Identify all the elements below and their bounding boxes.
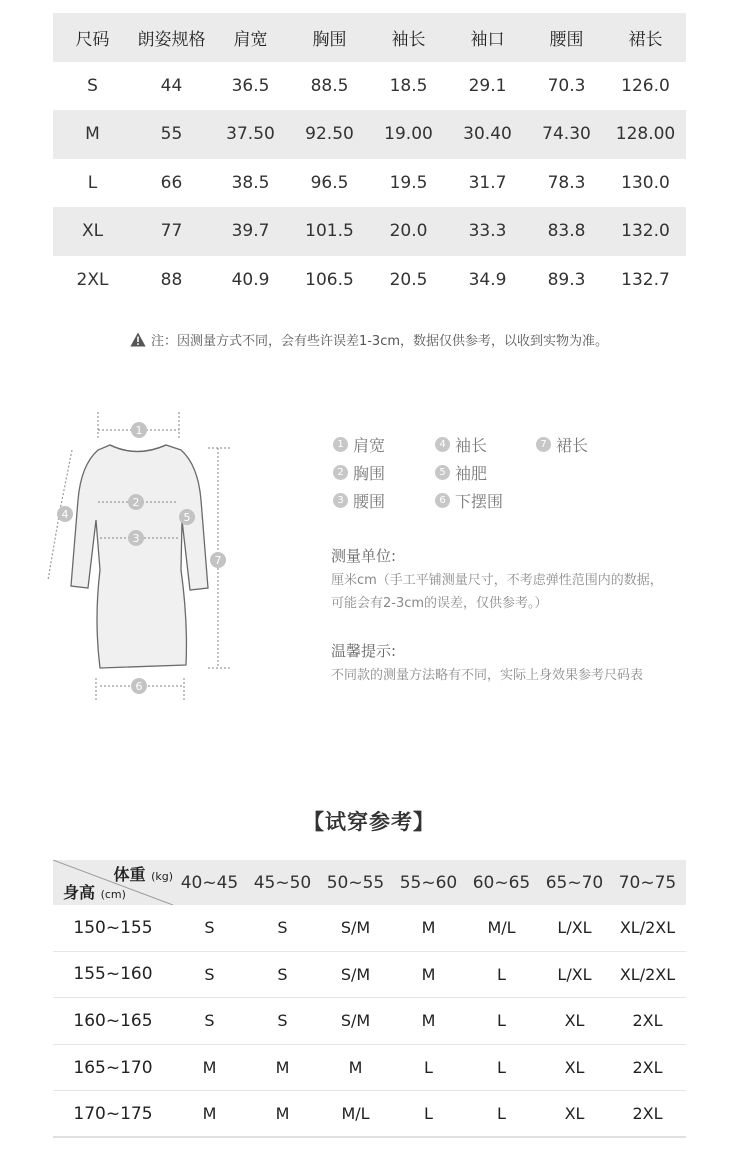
table-cell: 31.7 [468, 172, 507, 193]
weight-header: 45~50 [253, 872, 312, 893]
table-cell: 33.3 [468, 221, 507, 242]
table-cell: 19.5 [389, 172, 428, 193]
table-cell: 38.5 [231, 172, 270, 193]
legend-label: 袖肥 [455, 464, 488, 483]
corner-height-label: 身高 [63, 883, 96, 902]
size-cell: M [275, 1058, 290, 1078]
marker-7: 7 [214, 554, 222, 567]
size-cell: S [204, 1011, 215, 1031]
size-cell: M [421, 1011, 436, 1031]
table-row [53, 159, 686, 208]
legend-item [333, 433, 385, 456]
table-cell: 126.0 [621, 75, 670, 96]
size-cell: S [204, 918, 215, 938]
size-cell: L/XL [557, 918, 592, 938]
size-cell: S [277, 1011, 288, 1031]
size-cell: L/XL [557, 964, 592, 984]
fit-reference-title: 【试穿参考】 [303, 810, 435, 834]
table-cell: 36.5 [231, 75, 270, 96]
header-cell: 胸围 [312, 29, 347, 50]
unit-info [331, 545, 721, 615]
table-cell: 2XL [76, 269, 109, 290]
legend-label: 胸围 [353, 464, 386, 483]
table-cell: 37.50 [226, 124, 275, 145]
marker-5: 5 [183, 511, 191, 524]
table-row [53, 110, 686, 159]
legend-number: 4 [435, 437, 450, 452]
unit-info-line: 厘米cm（手工平铺测量尺寸，不考虑弹性范围内的数据， [331, 573, 663, 588]
table-cell: 88.5 [310, 75, 349, 96]
legend-number: 3 [333, 493, 348, 508]
size-cell: 2XL [632, 1058, 663, 1078]
header-cell: 肩宽 [233, 29, 268, 50]
fit-table-header [53, 860, 686, 905]
unit-info-title: 测量单位: [331, 547, 397, 565]
table-cell: 101.5 [305, 221, 354, 242]
legend-item [333, 461, 385, 484]
size-cell: L [424, 1104, 433, 1124]
table-cell: 55 [160, 124, 183, 145]
size-cell: M/L [487, 918, 516, 938]
table-cell: 39.7 [231, 221, 270, 242]
legend-label: 下摆围 [455, 492, 504, 511]
table-cell: 18.5 [389, 75, 428, 96]
size-cell: L [497, 1011, 506, 1031]
table-row [53, 1045, 686, 1092]
height-label: 165~170 [73, 1057, 153, 1078]
weight-header: 40~45 [180, 872, 239, 893]
header-cell: 袖口 [470, 29, 505, 50]
size-cell: S/M [340, 918, 371, 938]
table-cell: 30.40 [463, 124, 512, 145]
table-cell: 92.50 [305, 124, 354, 145]
size-cell: M/L [341, 1104, 370, 1124]
header-cell: 尺码 [75, 29, 110, 50]
size-cell: S [277, 964, 288, 984]
height-label: 170~175 [73, 1103, 153, 1124]
table-cell: 77 [160, 221, 183, 242]
table-row [53, 256, 686, 305]
height-label: 150~155 [73, 917, 153, 938]
size-cell: XL [564, 1011, 585, 1031]
unit-info-line: 可能会有2-3cm的误差，仅供参考。） [331, 596, 548, 611]
corner-weight-label: 体重 [113, 865, 146, 884]
marker-6: 6 [135, 680, 143, 693]
size-cell: L [497, 1058, 506, 1078]
table-cell: 78.3 [547, 172, 586, 193]
legend-item [333, 489, 385, 512]
table-cell: 34.9 [468, 269, 507, 290]
size-cell: S [204, 964, 215, 984]
legend-number: 1 [333, 437, 348, 452]
size-cell: S [277, 918, 288, 938]
legend-item [435, 489, 503, 512]
weight-header: 70~75 [618, 872, 677, 893]
table-cell: 132.7 [621, 269, 670, 290]
warning-icon [130, 332, 146, 347]
table-row [53, 952, 686, 999]
marker-1: 1 [135, 424, 143, 437]
table-cell: 132.0 [621, 221, 670, 242]
table-cell: XL [81, 221, 104, 242]
table-cell: 29.1 [468, 75, 507, 96]
size-cell: M [202, 1058, 217, 1078]
header-cell: 腰围 [549, 29, 584, 50]
size-cell: 2XL [632, 1104, 663, 1124]
header-cell: 朗姿规格 [137, 29, 206, 50]
size-cell: L [424, 1058, 433, 1078]
table-cell: 106.5 [305, 269, 354, 290]
table-row [53, 62, 686, 111]
legend-number: 7 [536, 437, 551, 452]
table-cell: 128.00 [615, 124, 676, 145]
legend-number: 6 [435, 493, 450, 508]
legend-label: 肩宽 [353, 436, 386, 455]
table-cell: 70.3 [547, 75, 586, 96]
measurement-note [0, 330, 738, 349]
legend-label: 裙长 [556, 436, 589, 455]
size-cell: XL [564, 1104, 585, 1124]
corner-height [63, 880, 126, 903]
table-cell: L [87, 172, 98, 193]
legend-label: 袖长 [455, 436, 488, 455]
table-cell: 74.30 [542, 124, 591, 145]
marker-3: 3 [132, 532, 140, 545]
height-label: 155~160 [73, 964, 153, 985]
table-cell: 20.0 [389, 221, 428, 242]
table-cell: 44 [160, 75, 183, 96]
table-row [53, 905, 686, 952]
table-row [53, 207, 686, 256]
size-cell: M [421, 964, 436, 984]
tip-info-line: 不同款的测量方法略有不同，实际上身效果参考尺码表 [331, 668, 644, 683]
corner-weight-unit: (kg) [151, 870, 173, 883]
marker-4: 4 [61, 508, 69, 521]
header-cell: 袖长 [391, 29, 426, 50]
size-cell: XL/2XL [619, 918, 676, 938]
size-cell: XL/2XL [619, 964, 676, 984]
legend-item [536, 433, 588, 456]
tip-info [331, 640, 721, 687]
size-cell: L [497, 1104, 506, 1124]
size-cell: XL [564, 1058, 585, 1078]
weight-header: 65~70 [545, 872, 604, 893]
weight-header: 55~60 [399, 872, 458, 893]
weight-header: 50~55 [326, 872, 385, 893]
legend-number: 2 [333, 465, 348, 480]
fit-table-corner [53, 860, 173, 905]
size-cell: S/M [340, 1011, 371, 1031]
legend-item [435, 433, 487, 456]
legend-label: 腰围 [353, 492, 386, 511]
legend-number: 5 [435, 465, 450, 480]
table-row [53, 1091, 686, 1138]
table-cell: 96.5 [310, 172, 349, 193]
size-cell: M [348, 1058, 363, 1078]
size-cell: M [275, 1104, 290, 1124]
size-cell: M [421, 918, 436, 938]
corner-height-unit: (cm) [100, 888, 126, 901]
size-cell: L [497, 964, 506, 984]
table-cell: S [87, 75, 98, 96]
size-cell: S/M [340, 964, 371, 984]
height-label: 160~165 [73, 1010, 153, 1031]
size-table [53, 13, 686, 304]
header-cell: 裙长 [628, 29, 663, 50]
table-cell: 66 [160, 172, 183, 193]
legend-item [435, 461, 487, 484]
table-cell: 88 [160, 269, 183, 290]
table-cell: M [85, 124, 100, 145]
table-cell: 19.00 [384, 124, 433, 145]
table-cell: 89.3 [547, 269, 586, 290]
table-row [53, 998, 686, 1045]
table-cell: 83.8 [547, 221, 586, 242]
size-cell: 2XL [632, 1011, 663, 1031]
tip-info-title: 温馨提示: [331, 642, 397, 660]
table-cell: 40.9 [231, 269, 270, 290]
table-cell: 130.0 [621, 172, 670, 193]
note-text: 注：因测量方式不同，会有些许误差1-3cm，数据仅供参考，以收到实物为准。 [150, 334, 609, 349]
marker-2: 2 [132, 496, 140, 509]
size-table-header [53, 13, 686, 62]
weight-header: 60~65 [472, 872, 531, 893]
dress-diagram [38, 410, 238, 710]
size-cell: M [202, 1104, 217, 1124]
fit-reference-table [53, 860, 686, 1138]
table-cell: 20.5 [389, 269, 428, 290]
